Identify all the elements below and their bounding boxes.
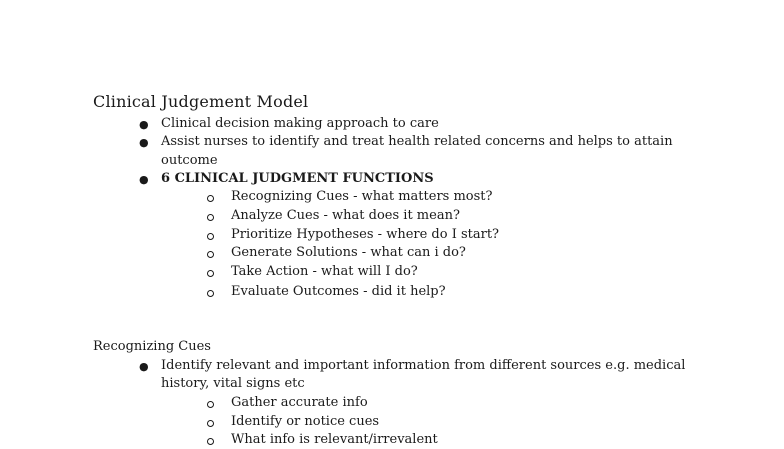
function-item: Take Action - what will I do? bbox=[231, 264, 418, 279]
sub-bullet-marker bbox=[207, 290, 214, 297]
function-item: Recognizing Cues - what matters most? bbox=[231, 189, 493, 204]
bullet-marker: ● bbox=[139, 360, 149, 373]
section-subitem: What info is relevant/irrevalent bbox=[231, 432, 438, 447]
function-item: Evaluate Outcomes - did it help? bbox=[231, 284, 446, 299]
bullet-text: Clinical decision making approach to care bbox=[161, 116, 439, 131]
sub-bullet-marker bbox=[207, 233, 214, 240]
sub-bullet-marker bbox=[207, 401, 214, 408]
bullet-marker: ● bbox=[139, 118, 149, 131]
bullet-text-bold: 6 CLINICAL JUDGMENT FUNCTIONS bbox=[161, 171, 434, 186]
sub-bullet-marker bbox=[207, 195, 214, 202]
bullet-text-continued: outcome bbox=[161, 153, 218, 168]
sub-bullet-marker bbox=[207, 270, 214, 277]
bullet-marker: ● bbox=[139, 173, 149, 186]
function-item: Generate Solutions - what can i do? bbox=[231, 245, 466, 260]
sub-bullet-marker bbox=[207, 420, 214, 427]
sub-bullet-marker bbox=[207, 251, 214, 258]
bullet-marker: ● bbox=[139, 136, 149, 149]
bullet-text: Assist nurses to identify and treat health related concerns and helps to attain bbox=[161, 134, 673, 149]
sub-bullet-marker bbox=[207, 438, 214, 445]
document-heading: Clinical Judgement Model bbox=[93, 92, 309, 111]
section-subitem: Gather accurate info bbox=[231, 395, 368, 410]
section-bullet-text-continued: history, vital signs etc bbox=[161, 376, 305, 391]
function-item: Analyze Cues - what does it mean? bbox=[231, 208, 460, 223]
section-subitem: Identify or notice cues bbox=[231, 414, 380, 429]
sub-bullet-marker bbox=[207, 214, 214, 221]
function-item: Prioritize Hypotheses - where do I start? bbox=[231, 227, 500, 242]
section-bullet-text: Identify relevant and important information from different sources e.g. medical bbox=[161, 358, 686, 373]
section-title: Recognizing Cues bbox=[93, 339, 211, 354]
